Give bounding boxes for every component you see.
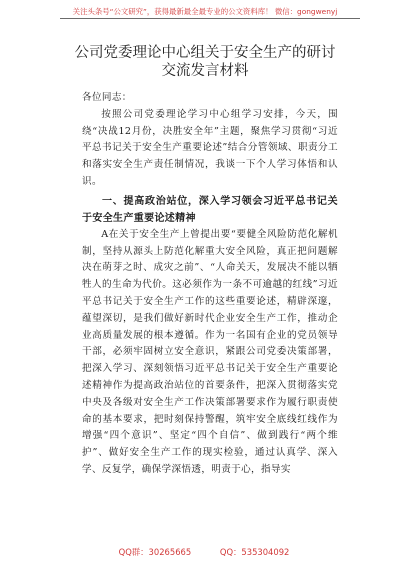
document-title: 公司党委理论中心组关于安全生产的研讨交流发言材料 bbox=[74, 45, 336, 79]
footer-qq: QQ：535304092 bbox=[219, 547, 290, 557]
document-body bbox=[82, 90, 338, 479]
section-heading-1: 一、提高政治站位，深入学习领会习近平总书记关于安全生产重要论述精神 bbox=[82, 195, 338, 224]
footer-contact bbox=[0, 546, 408, 558]
body-paragraph-1: A在关于安全生产上曾提出要“要健全风险防范化解机制，坚持从源头上防范化解重大安全风险，真正把问题解决在萌芽之时、成灾之前”、“人命关天，发展决不能以牺牲人的生命为代价。这必须作为一条不可逾越的红线”习近平总书记关于安全生产工作的这些重要论述，精辟深邃，蕴望深切，是我们做好新时代企业安全生产工作，推动企业高质量发展的根本遵循。作为一名国有企业的党员领导干部，必须牢固树立安全意识，紧跟公司党委决策部署，把深入学习、深刻领悟习近平总书记关于安全生产重要论述精神作为提高政治站位的首要条件，把深入贯彻落实党中央及各级对安全生产工作决策部署要求作为履行职责使命的基本要求，把时刻保持警醒，筑牢安全底线红线作为增强“四个意识”、坚定“四个自信”、做到践行“两个维护”、做好安全生产工作的现实检验，通过认真学、深入学、反复学，确保学深悟透，明责于心，指导实 bbox=[82, 228, 338, 475]
intro-paragraph: 按照公司党委理论学习中心组学习安排，今天，围绕“决战12月份，决胜安全年”主题，聚焦学习贯彻“习近平总书记关于安全生产重要论述”结合分管领域、职责分工和落实安全生产责任制情况，我谈一下个人学习体悟和认识。 bbox=[82, 108, 338, 187]
salutation: 各位同志： bbox=[82, 92, 132, 103]
header-divider bbox=[60, 18, 360, 19]
footer-qq-group: QQ群：30265665 bbox=[118, 547, 192, 557]
header-banner: 关注头条号“公文研究”，获得最新最全最专业的公文资料库！ 微信：gongwenyj bbox=[72, 7, 338, 16]
